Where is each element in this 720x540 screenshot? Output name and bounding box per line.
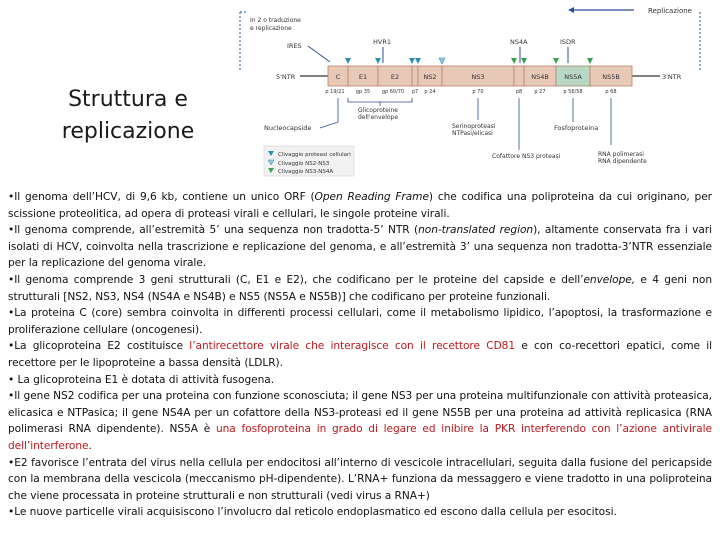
label-hvr1: HVR1	[373, 38, 391, 46]
replication-arrowhead-icon	[568, 7, 574, 13]
segment-e2-label: E2	[390, 73, 400, 81]
ns2-ns3-marker-icon	[439, 58, 445, 64]
title-line-1: Struttura e	[68, 87, 188, 112]
segment-c-label: C	[335, 73, 341, 81]
legend-item-2: Clivaggio NS2-NS3	[278, 161, 330, 167]
paragraph-ntr: •Il genoma comprende, all’estremità 5’ una sequenza non tradotta-5’ NTR (non-translated region), altamente conservata fra i vari isolati di HCV, coinvolta nella trascrizione e replicazione del genoma, e all’estremità 3’ una sequenza non tradotta-3’NTR essenziale per la replicazione del genoma virale.	[8, 224, 713, 270]
ires-arrow-icon	[308, 46, 330, 62]
hcv-genome-diagram	[230, 0, 720, 178]
label-fosfoproteina: Fosfoproteina	[554, 124, 599, 132]
segment-ns4b-label: NS4B	[531, 73, 549, 81]
size-label: p 27	[534, 89, 546, 95]
ns3-ns4a-marker-icon	[521, 58, 527, 64]
size-label: p7	[411, 89, 419, 95]
ns3-ns4a-marker-icon	[511, 58, 517, 64]
legend-item-1: Clivaggio proteasi cellulari	[278, 152, 351, 158]
nucleocapside-arrow-icon	[320, 98, 338, 128]
body-text	[8, 189, 712, 521]
paragraph-ns: •Il gene NS2 codifica per una proteina con funzione sconosciuta; il gene NS3 per una proteina multifunzionale con attività proteasica, elicasica e NTPasica; il gene NS4A per un cofattore della NS3-proteasi ed il gene NS5B per una proteina ad attività replicasica (RNA polimerasi RNA dipendente). NS5A è una fosfoproteina in grado di legare ed inibire la PKR interferendo con l’azione antivirale dell’interferone.	[8, 390, 712, 452]
size-label: p8	[515, 89, 523, 95]
label-replicazione: Replicazione	[648, 7, 692, 15]
label-glicoproteine: Glicoproteine	[358, 107, 398, 114]
ns3-ns4a-marker-icon	[553, 58, 559, 64]
segment-ns2-label: NS2	[423, 73, 437, 81]
legend-item-3: Clivaggio NS3-NS4A	[278, 169, 334, 175]
slide-title	[38, 84, 218, 148]
label-cofattore: Cofattore NS3 proteasi	[492, 153, 561, 160]
paragraph-genes: •Il genoma comprende 3 geni strutturali (C, E1 e E2), che codificano per le proteine del capside e dell’envelope, e 4 geni non strutturali [NS2, NS3, NS4 (NS4A e NS4B) e NS5 (NS5A e NS5B)] che codificano per proteine funzionali.	[8, 273, 712, 303]
label-in-translation: In 2 o traduzione	[250, 17, 301, 24]
label-serinoproteasi: Serinoproteasi	[452, 123, 496, 130]
paragraph-core: •La proteina C (core) sembra coinvolta in differenti processi cellulari, come il metabolismo lipidico, l’apoptosi, la trasformazione e proliferazione cellulare (oncogenesi).	[8, 307, 712, 336]
label-rna-dipendente: RNA dipendente	[598, 158, 647, 165]
label-ires: IRES	[287, 42, 302, 50]
size-label: p 19/21	[325, 89, 345, 95]
cell-protease-marker-icon	[345, 58, 351, 64]
label-rna-polimerasi: RNA polimerasi	[598, 151, 644, 158]
label-ns4a-top: NS4A	[510, 38, 528, 46]
label-envelope: dell'envelope	[358, 114, 399, 121]
frame-line	[240, 12, 248, 70]
paragraph-entry: •E2 favorisce l’entrata del virus nella cellula per endocitosi all’interno di vescicole intracellulari, seguita dalla fusione del pericapside con la membrana della vescicola (meccanismo pH-dipendente). L’RNA+ funziona da messaggero e viene tradotto in una poliproteina che viene processata in proteine strutturali e non strutturali (vedi virus a RNA+)	[8, 456, 712, 502]
label-replicazione-small: e replicazione	[250, 25, 292, 32]
size-label: p 24	[424, 89, 436, 95]
label-ntpasi: NTPasi/elicasi	[452, 130, 493, 137]
label-5ntr: 5'NTR	[276, 73, 296, 81]
cleavage-markers	[345, 58, 593, 64]
segment-ns3-label: NS3	[471, 73, 485, 81]
size-label: p 68	[605, 89, 617, 95]
paragraph-exit: •Le nuove particelle virali acquisiscono l’involucro dal reticolo endoplasmatico ed escono dalla cellula per esocitosi.	[8, 506, 617, 519]
segment-p7	[412, 66, 418, 86]
label-isdr: ISDR	[560, 38, 576, 46]
cell-protease-marker-icon	[415, 58, 421, 64]
label-3ntr: 3'NTR	[662, 73, 682, 81]
legend	[264, 146, 354, 176]
paragraph-genome: •Il genoma dell’HCV, di 9,6 kb, contiene un unico ORF (Open Reading Frame) che codifica una poliproteina da cui originano, per scissione proteolitica, ad opera di proteasi virali e cellulari, le singole proteine virali.	[8, 191, 712, 220]
segment-e1-label: E1	[358, 73, 368, 81]
size-label: p 70	[472, 89, 484, 95]
title-line-2: replicazione	[61, 119, 195, 144]
size-label: gp 60/70	[381, 89, 405, 95]
cell-protease-marker-icon	[409, 58, 415, 64]
label-nucleocapside: Nucleocapside	[264, 124, 312, 132]
segment-ns4a	[514, 66, 524, 86]
segment-ns5b-label: NS5B	[602, 73, 620, 81]
paragraph-e1: • La glicoproteina E1 è dotata di attività fusogena.	[8, 373, 275, 386]
cell-protease-marker-icon	[375, 58, 381, 64]
size-label: p 56/58	[563, 89, 583, 95]
ns3-ns4a-marker-icon	[587, 58, 593, 64]
segment-ns5a-label: NS5A	[564, 73, 582, 81]
paragraph-e2: •La glicoproteina E2 costituisce l’antirecettore virale che interagisce con il recettore CD81 e con co-recettori epatici, come il recettore per le lipoproteine a bassa densità (LDLR).	[8, 340, 712, 369]
envelope-bracket	[348, 98, 412, 106]
size-label: gp 35	[355, 89, 371, 95]
